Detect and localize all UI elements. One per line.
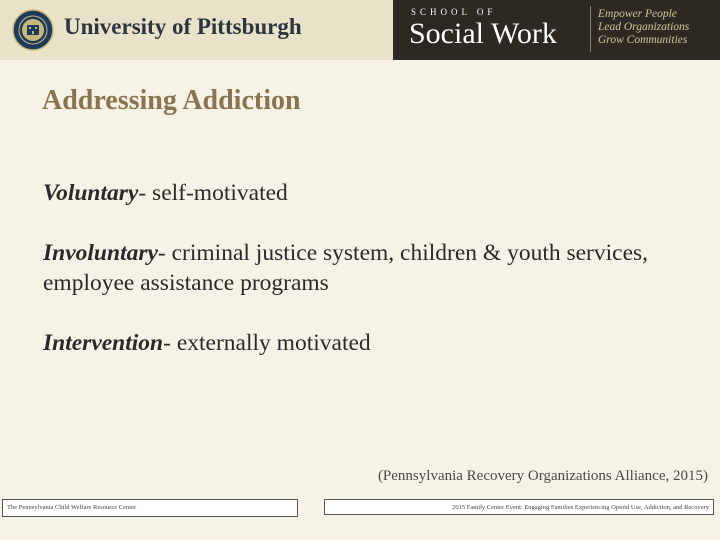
school-tagline (598, 8, 689, 47)
item-description: - criminal justice system, children & youth services, employee assistance programs (43, 240, 649, 296)
header-banner (0, 0, 720, 60)
school-of-label: SCHOOL OF (411, 7, 497, 17)
banner-divider (590, 6, 591, 52)
citation: (Pennsylvania Recovery Organizations Alliance, 2015) (377, 468, 708, 484)
footer-left: The Pennsylvania Child Welfare Resource Center (2, 499, 298, 517)
school-logo-area (393, 0, 720, 60)
school-name: Social Work (409, 17, 557, 50)
slide-title: Addressing Addiction (42, 85, 301, 116)
item-description: - externally motivated (163, 330, 371, 356)
tagline-line-1: Empower People (598, 8, 677, 20)
tagline-line-3: Grow Communities (598, 34, 688, 46)
item-term: Voluntary (43, 180, 139, 206)
university-seal-icon (12, 9, 54, 51)
item-term: Intervention (43, 330, 164, 356)
item-term: Involuntary (43, 240, 158, 266)
university-logo-area (0, 0, 393, 60)
item-involuntary (43, 238, 673, 298)
item-intervention (43, 328, 673, 358)
university-name: University of Pittsburgh (64, 14, 302, 39)
tagline-line-2: Lead Organizations (598, 21, 690, 33)
footer-right: 2015 Family Center Event: Engaging Families Experiencing Opioid Use, Addiction, and Recovery (324, 499, 714, 515)
item-voluntary (43, 178, 673, 208)
item-description: - self-motivated (138, 180, 288, 206)
